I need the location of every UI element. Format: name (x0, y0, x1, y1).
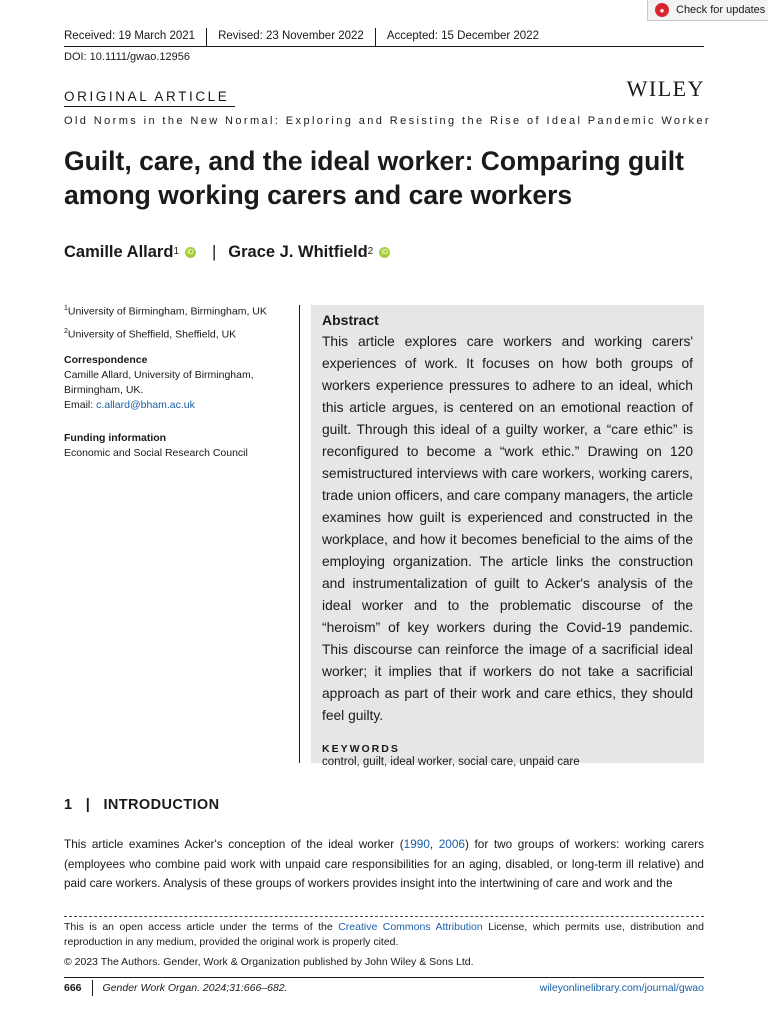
abstract-body: This article explores care workers and working carers' experiences of work. It focuses on how both groups of workers experience pressures to adhere to an ideal, which this article argues, is centered on an emotional reaction of guilt. Through this ideal of a guilty worker, a “care ethic” is reconfigured to become a “work ethic.” Drawing on 120 semistructured interviews with care workers, working carers, trade union officers, and care company managers, the article examines how guilt is experienced and constructed in the workplace, and how it becomes beneficial to the aims of the employing organization. The article links the construction and instrumentalization of guilt to Acker's analysis of the ideal worker and to the problematic discourse of the “heroism” of key workers during the Covid-19 pandemic. This discourse can reinforce the image of a sacrificial ideal worker; it implies that if workers do not take a sacrificial approach as part of their work and care ethics, they should feel guilty. (322, 334, 693, 723)
intro-text: This article examines Acker's conception of the ideal worker ( (64, 837, 404, 851)
affiliations (64, 301, 289, 342)
email-link[interactable]: c.allard@bham.ac.uk (96, 399, 195, 411)
journal-url[interactable]: wileyonlinelibrary.com/journal/gwao (539, 982, 704, 994)
copyright: © 2023 The Authors. Gender, Work & Organization published by John Wiley & Sons Ltd. (64, 956, 474, 968)
author-separator: | (212, 243, 217, 261)
funding-information (64, 431, 289, 461)
page-number: 666 (64, 980, 93, 996)
revised-date: Revised: 23 November 2022 (206, 28, 375, 47)
license-notice (64, 920, 704, 950)
affiliation-text: University of Birmingham, Birmingham, UK (67, 305, 267, 318)
correspondence-text: Camille Allard, University of Birmingham, Birmingham, UK. (64, 369, 254, 396)
article-type-underline (64, 106, 235, 107)
accepted-date: Accepted: 15 December 2022 (375, 28, 550, 47)
author-name[interactable]: Camille Allard (64, 243, 174, 261)
license-text: License, which permits use, distribution and reproduction in any medium, provided the original work is properly cited. (64, 921, 704, 948)
affiliation (64, 301, 289, 320)
special-issue-title: Old Norms in the New Normal: Exploring and Resisting the Rise of Ideal Pandemic Worker (64, 115, 711, 127)
page-footer (64, 980, 704, 996)
intro-text: , (429, 837, 439, 851)
funding-heading: Funding information (64, 432, 167, 444)
crossmark-icon: ● (655, 3, 669, 17)
affiliation-marker: 1 (64, 305, 68, 312)
license-text: This is an open access article under the terms of the (64, 921, 339, 933)
correspondence (64, 353, 289, 413)
article-dates (64, 28, 704, 47)
column-divider (299, 305, 300, 763)
abstract-box (311, 305, 704, 768)
author-affiliation-marker: 2 (367, 246, 374, 257)
article-type: ORIGINAL ARTICLE (64, 89, 230, 104)
abstract-heading: Abstract (322, 312, 379, 328)
reference-link[interactable]: 2006 (438, 837, 465, 851)
email-label: Email: (64, 399, 97, 411)
author-affiliation-marker: 1 (173, 246, 179, 257)
footnote-divider (64, 916, 704, 917)
doi[interactable]: DOI: 10.1111/gwao.12956 (64, 51, 190, 63)
funding-text: Economic and Social Research Council (64, 447, 248, 459)
journal-citation: Gender Work Organ. 2024;31:666–682. (102, 982, 288, 994)
correspondence-heading: Correspondence (64, 354, 148, 366)
publisher-logo: WILEY (626, 76, 705, 101)
keywords: control, guilt, ideal worker, social care, unpaid care (322, 756, 580, 768)
license-link[interactable]: Creative Commons Attribution (338, 921, 483, 933)
introduction-paragraph (64, 835, 704, 894)
author-list (64, 243, 394, 262)
check-for-updates-label: Check for updates (676, 4, 766, 16)
correspondence-email-line (64, 398, 289, 413)
author-name[interactable]: Grace J. Whitfield (228, 243, 368, 261)
check-for-updates-button[interactable] (647, 0, 768, 21)
article-title: Guilt, care, and the ideal worker: Comparing guilt among working carers and care workers (64, 146, 684, 210)
affiliation-marker: 2 (64, 327, 68, 335)
orcid-icon[interactable]: iD (185, 247, 196, 258)
orcid-icon[interactable]: iD (379, 247, 390, 258)
footer-divider (64, 977, 704, 978)
received-date: Received: 19 March 2021 (64, 30, 196, 42)
affiliation-text: University of Sheffield, Sheffield, UK (67, 328, 237, 340)
intro-text: ) for two groups of workers: working carers (employees who combine paid work with unpaid care responsibilities for an aging, disabled, or long-term ill relative) and paid care workers. Analysis of these groups of workers provides insight into the intertwining of care and work and the (64, 837, 704, 890)
section-heading: 1 | INTRODUCTION (64, 797, 220, 813)
affiliation (64, 324, 289, 343)
reference-link[interactable]: 1990 (403, 837, 430, 851)
keywords-heading: KEYWORDS (322, 743, 400, 755)
header-divider (64, 46, 704, 47)
